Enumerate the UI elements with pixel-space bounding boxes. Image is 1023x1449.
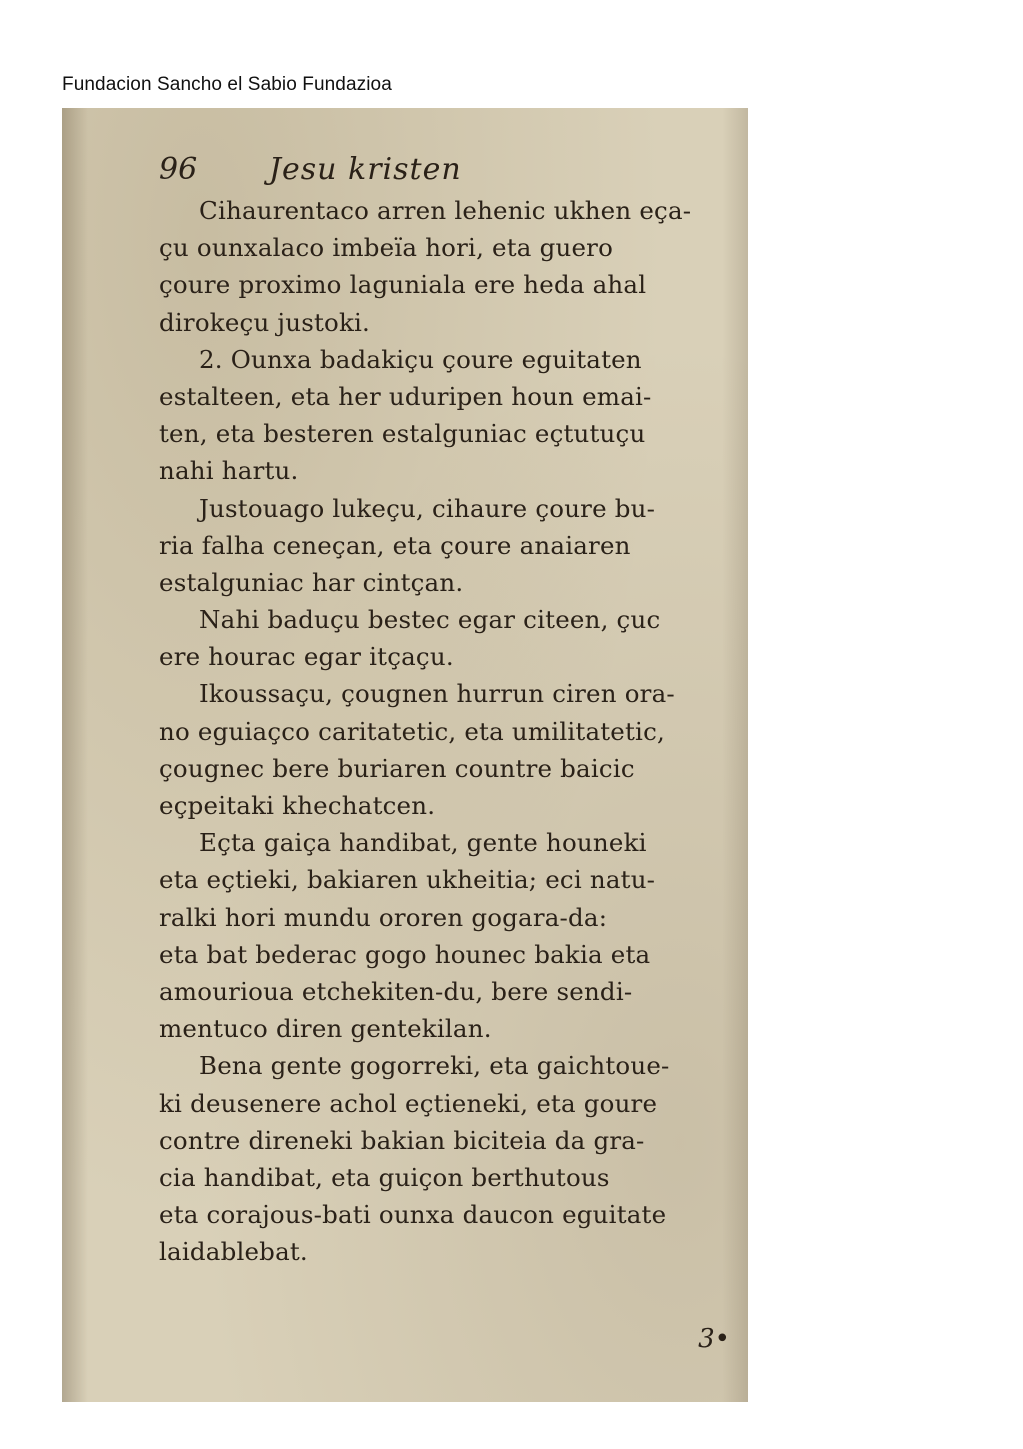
text-line: Justouago lukeçu, cihaure çoure bu- bbox=[199, 493, 656, 523]
text-line: eta eçtieki, bakiaren ukheitia; eci natu- bbox=[159, 865, 656, 895]
text-line: laidablebat. bbox=[159, 1237, 308, 1267]
text-line: amourioua etchekiten-du, bere sendi- bbox=[159, 976, 633, 1006]
page-number: 96 bbox=[159, 152, 198, 187]
text-line: Nahi baduçu bestec egar citeen, çuc bbox=[199, 605, 661, 635]
text-line: eta corajous-bati ounxa daucon eguitate bbox=[159, 1200, 667, 1230]
text-line: estalguniac har cintçan. bbox=[159, 567, 464, 597]
source-header: Fundacion Sancho el Sabio Fundazioa bbox=[62, 74, 392, 95]
catchword: 3• bbox=[698, 1324, 730, 1354]
text-line: no eguiaçco caritatetic, eta umilitatetic, bbox=[159, 716, 665, 746]
text-line: contre direneki bakian biciteia da gra- bbox=[159, 1125, 645, 1155]
running-title: Jesu kristen bbox=[269, 152, 462, 187]
book-text bbox=[159, 152, 739, 1270]
text-line: ki deusenere achol eçtieneki, eta goure bbox=[159, 1088, 658, 1118]
text-line: ralki hori mundu ororen gogara-da: bbox=[159, 902, 608, 932]
text-lines bbox=[159, 192, 739, 1270]
text-line: mentuco diren gentekilan. bbox=[159, 1014, 492, 1044]
text-line: ria falha ceneçan, eta çoure anaiaren bbox=[159, 530, 631, 560]
text-line: Bena gente gogorreki, eta gaichtoue- bbox=[199, 1051, 670, 1081]
text-line: eçpeitaki khechatcen. bbox=[159, 791, 436, 820]
text-line: ere hourac egar itçaçu. bbox=[159, 642, 454, 672]
text-line: estalteen, eta her uduripen houn emai- bbox=[159, 381, 652, 411]
text-line: çoure proximo laguniala ere heda ahal bbox=[159, 270, 647, 300]
text-line: 2. Ounxa badakiçu çoure eguitaten bbox=[199, 344, 642, 374]
text-line: cia handibat, eta guiçon berthutous bbox=[159, 1162, 610, 1192]
text-line: Ikoussaçu, çougnen hurrun ciren ora- bbox=[199, 679, 675, 709]
text-line: dirokeçu justoki. bbox=[159, 307, 371, 337]
scanned-page bbox=[62, 108, 748, 1402]
text-line: ten, eta besteren estalguniac eçtutuçu bbox=[159, 419, 646, 449]
text-line: çu ounxalaco imbeïa hori, eta guero bbox=[159, 233, 614, 263]
running-head bbox=[159, 152, 739, 192]
text-line: Eçta gaiça handibat, gente houneki bbox=[199, 828, 647, 858]
text-line: Cihaurentaco arren lehenic ukhen eça- bbox=[199, 196, 692, 225]
text-line: çougnec bere buriaren countre baicic bbox=[159, 753, 635, 783]
text-line: eta bat bederac gogo hounec bakia eta bbox=[159, 939, 651, 969]
text-line: nahi hartu. bbox=[159, 456, 299, 486]
